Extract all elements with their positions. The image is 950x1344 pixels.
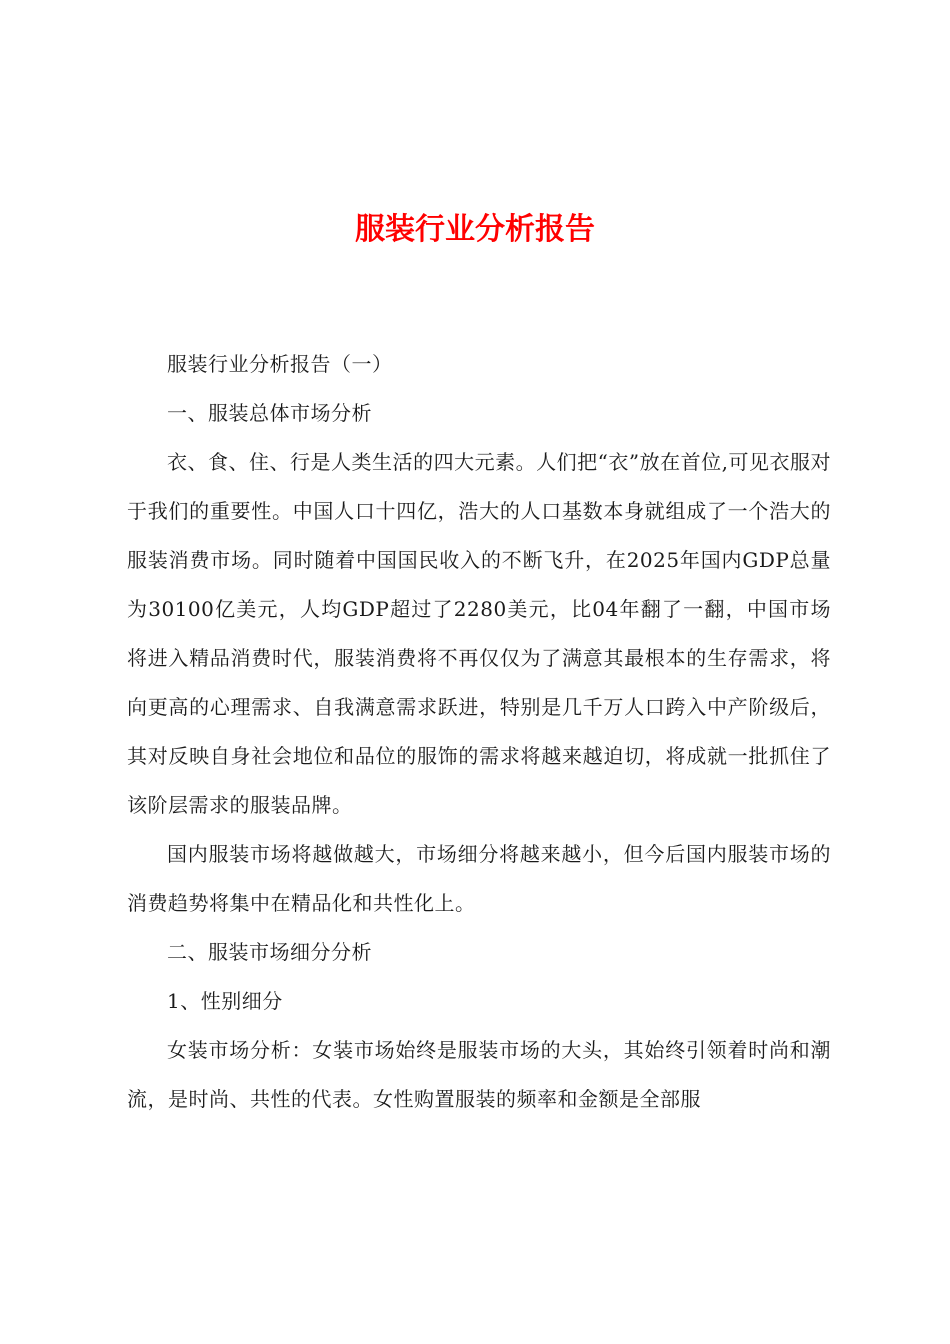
section-heading: 一、服装总体市场分析 [167,401,372,425]
document-title: 服装行业分析报告 [355,212,595,247]
paragraph: 衣、食、住、行是人类生活的四大元素。人们把“衣”放在首位,可见衣服对于我们的重要性。中国人口十四亿，浩大的人口基数本身就组成了一个浩大的服装消费市场。同时随着中国国民收入的不断飞升，在2025年国内GDP总量为30100亿美元，人均GDP超过了2280美元，比04年翻了一翻，中国市场将进入精品消费时代，服装消费将不再仅仅为了满意其最根本的生存需求，将向更高的心理需求、自我满意需求跃进，特别是几千万人口跨入中产阶级后，其对反映自身社会地位和品位的服饰的需求将越来越迫切，将成就一批抓住了该阶层需求的服装品牌。 [127,450,831,817]
section-heading: 服装行业分析报告（一） [167,352,393,376]
document-body [127,340,831,1124]
paragraph: 女装市场分析：女装市场始终是服装市场的大头，其始终引领着时尚和潮流，是时尚、共性的代表。女性购置服装的频率和金额是全部服 [127,1038,831,1111]
subsection-heading: 1、性别细分 [167,989,283,1013]
paragraph: 国内服装市场将越做越大，市场细分将越来越小，但今后国内服装市场的消费趋势将集中在精品化和共性化上。 [127,842,831,915]
section-heading: 二、服装市场细分分析 [167,940,372,964]
